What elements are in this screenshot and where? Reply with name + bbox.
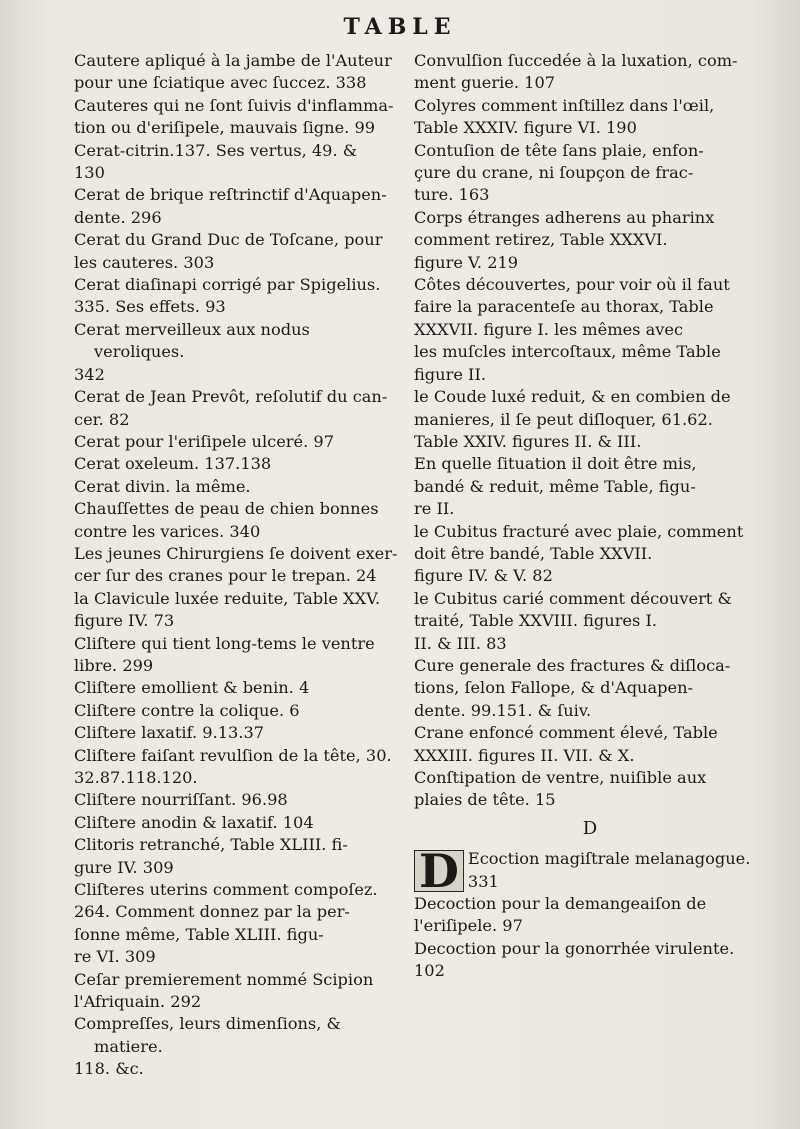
left-index-entry bbox=[74, 50, 404, 95]
right-column bbox=[414, 50, 766, 983]
right-entries bbox=[414, 50, 766, 812]
entry-line: l'eriſipele. 97 bbox=[414, 916, 523, 936]
entry-line: Cerat-citrin.137. Ses vertus, 49. & bbox=[74, 140, 358, 160]
entry-line: Conſtipation de ventre, nuiſible aux bbox=[414, 768, 707, 787]
entry-line: 130 bbox=[74, 163, 105, 183]
entry-line: Cerat oxeleum. 137.138 bbox=[74, 454, 272, 474]
entry-line: Cautere apliqué à la jambe de l'Auteur bbox=[74, 51, 392, 70]
section-d-entry bbox=[414, 893, 766, 938]
entry-line: re VI. 309 bbox=[74, 947, 156, 967]
left-index-entry bbox=[74, 677, 404, 699]
entry-line: Ecoction magiſtrale melanagogue. bbox=[467, 849, 751, 869]
section-d-entry bbox=[414, 844, 766, 899]
left-index-entry bbox=[74, 476, 404, 498]
entry-line: gure IV. 309 bbox=[74, 857, 174, 877]
entry-line: 264. Comment donnez par la per- bbox=[74, 902, 350, 922]
entry-line: 32.87.118.120. bbox=[74, 768, 198, 787]
left-index-entry bbox=[74, 789, 404, 811]
entry-line: manieres, il ſe peut diſloquer, 61.62. bbox=[414, 409, 713, 429]
entry-line: comment retirez, Table XXXVI. bbox=[414, 230, 668, 250]
entry-line: dente. 296 bbox=[74, 207, 162, 227]
entry-line: dente. 99.151. & ſuiv. bbox=[414, 700, 592, 720]
section-d-entry bbox=[414, 938, 766, 983]
entry-line: Convulſion ſuccedée à la luxation, com- bbox=[414, 51, 738, 70]
section-letter: D bbox=[582, 817, 598, 839]
left-index-entry bbox=[74, 543, 404, 588]
entry-line: traité, Table XXVIII. figures I. bbox=[414, 611, 658, 631]
left-index-entry bbox=[74, 834, 404, 879]
entry-line: Cerat pour l'eriſipele ulceré. 97 bbox=[74, 431, 335, 451]
entry-line: tions, ſelon Fallope, & d'Aquapen- bbox=[414, 678, 693, 698]
entry-line: Table XXXIV. figure VI. 190 bbox=[414, 118, 637, 138]
right-index-entry bbox=[414, 722, 766, 767]
left-index-entry bbox=[74, 229, 404, 274]
entry-line: Cliſtere laxatif. 9.13.37 bbox=[74, 723, 265, 743]
left-column bbox=[74, 50, 404, 1081]
drop-cap: D bbox=[414, 850, 464, 892]
entry-line: Clitoris retranché, Table XLIII. fi- bbox=[74, 835, 348, 855]
entry-line: Cliſtere emollient & benin. 4 bbox=[74, 678, 310, 698]
entry-line: re II. bbox=[414, 499, 455, 519]
left-index-entry bbox=[74, 969, 404, 1014]
entry-line: ture. 163 bbox=[414, 185, 490, 205]
section-d-entries bbox=[414, 844, 766, 982]
left-index-entry bbox=[74, 700, 404, 722]
entry-line: Ceſar premierement nommé Scipion bbox=[74, 969, 374, 989]
entry-line: Cerat diaſinapi corrigé par Spigelius. bbox=[74, 275, 381, 295]
left-index-entry bbox=[74, 588, 404, 633]
right-index-entry bbox=[414, 274, 766, 386]
left-index-entry bbox=[74, 633, 404, 678]
entry-line: Decoction pour la demangeaiſon de bbox=[414, 894, 707, 914]
entry-line: Cerat du Grand Duc de Toſcane, pour bbox=[74, 230, 383, 250]
left-index-entry bbox=[74, 184, 404, 229]
right-index-entry bbox=[414, 386, 766, 520]
entry-line: figure IV. 73 bbox=[74, 611, 175, 631]
entry-line: figure IV. & V. 82 bbox=[414, 566, 553, 586]
entry-line: contre les varices. 340 bbox=[74, 521, 261, 541]
entry-line: le Coude luxé reduit, & en combien de bbox=[414, 387, 731, 407]
left-index-entry bbox=[74, 95, 404, 140]
entry-line: Contuſion de tête ſans plaie, enfon- bbox=[414, 140, 704, 160]
entry-line: bandé & reduit, même Table, figu- bbox=[414, 476, 696, 496]
left-index-entry bbox=[74, 319, 404, 386]
entry-line: les muſcles intercoſtaux, même Table bbox=[414, 342, 721, 362]
entry-line: Colyres comment inſtillez dans l'œil, bbox=[414, 95, 715, 115]
entry-line: 118. &c. bbox=[74, 1059, 144, 1079]
entry-line: 331 bbox=[467, 871, 499, 891]
entry-line: libre. 299 bbox=[74, 655, 154, 675]
entry-line: Cerat divin. la même. bbox=[74, 476, 251, 496]
entry-line: 335. Ses effets. 93 bbox=[74, 297, 226, 317]
entry-line: Cliſtere faiſant revulſion de la tête, 30. bbox=[74, 745, 392, 765]
entry-line: le Cubitus fracturé avec plaie, comment bbox=[414, 521, 744, 541]
entry-line: les cauteres. 303 bbox=[74, 252, 215, 272]
entry-line: 102 bbox=[414, 961, 445, 981]
left-index-entry bbox=[74, 274, 404, 319]
entry-line: XXXIII. figures II. VII. & X. bbox=[414, 745, 635, 765]
entry-line: Cliſtere anodin & laxatif. 104 bbox=[74, 812, 314, 832]
left-index-entry bbox=[74, 812, 404, 834]
entry-line: Cliſtere qui tient long-tems le ventre bbox=[74, 633, 375, 653]
entry-line: Compreſſes, leurs dimenſions, & matiere. bbox=[74, 1014, 341, 1056]
right-index-entry bbox=[414, 655, 766, 722]
left-index-entry bbox=[74, 431, 404, 453]
entry-line: Cure generale des fractures & diſloca- bbox=[414, 655, 731, 675]
right-index-entry bbox=[414, 207, 766, 274]
entry-line: figure II. bbox=[414, 364, 486, 384]
entry-line: Cerat merveilleux aux nodus veroliques. bbox=[74, 319, 310, 362]
entry-line: Cliſtere nourriſſant. 96.98 bbox=[74, 790, 288, 810]
entry-line: 342 bbox=[74, 364, 105, 384]
left-index-entry bbox=[74, 453, 404, 475]
entry-line: II. & III. 83 bbox=[414, 633, 507, 653]
entry-line: la Clavicule luxée reduite, Table XXV. bbox=[74, 588, 381, 608]
entry-line: tion ou d'eriſipele, mauvais ſigne. 99 bbox=[74, 118, 376, 138]
entry-line: faire la paracenteſe au thorax, Table bbox=[414, 297, 714, 317]
left-index-entry bbox=[74, 498, 404, 543]
entry-line: Cliſteres uterins comment compoſez. bbox=[74, 880, 378, 900]
right-index-entry bbox=[414, 767, 766, 812]
right-index-entry bbox=[414, 140, 766, 207]
entry-line: Cliſtere contre la colique. 6 bbox=[74, 700, 300, 720]
entry-line: Cauteres qui ne ſont ſuivis d'inflamma- bbox=[74, 95, 394, 115]
right-index-entry bbox=[414, 521, 766, 588]
entry-line: Cerat de brique reſtrinctif d'Aquapen- bbox=[74, 185, 387, 205]
left-index-entry bbox=[74, 879, 404, 969]
entry-line: figure V. 219 bbox=[414, 252, 519, 272]
entry-line: ſonne même, Table XLIII. figu- bbox=[74, 924, 324, 944]
entry-line: l'Afriquain. 292 bbox=[74, 992, 202, 1012]
right-index-entry bbox=[414, 50, 766, 95]
entry-line: Côtes découvertes, pour voir où il faut bbox=[414, 275, 730, 295]
entry-line: cer. 82 bbox=[74, 409, 130, 429]
entry-line: XXXVII. figure I. les mêmes avec bbox=[414, 319, 684, 339]
entry-line: Les jeunes Chirurgiens ſe doivent exer- bbox=[74, 543, 398, 563]
entry-line: Crane enfoncé comment élevé, Table bbox=[414, 723, 718, 743]
left-index-entry bbox=[74, 140, 404, 185]
right-index-entry bbox=[414, 95, 766, 140]
entry-line: çure du crane, ni ſoupçon de frac- bbox=[414, 163, 694, 183]
right-index-entry bbox=[414, 588, 766, 655]
entry-line: En quelle ſituation il doit être mis, bbox=[414, 454, 697, 474]
entry-line: cer ſur des cranes pour le trepan. 24 bbox=[74, 566, 377, 586]
left-index-entry bbox=[74, 1013, 404, 1080]
left-index-entry bbox=[74, 386, 404, 431]
entry-line: pour une ſciatique avec ſuccez. 338 bbox=[74, 73, 367, 93]
entry-line: Corps étranges adherens au pharinx bbox=[414, 207, 715, 227]
entry-line: Cerat de Jean Prevôt, reſolutif du can- bbox=[74, 387, 388, 407]
left-index-entry bbox=[74, 745, 404, 790]
entry-line: Table XXIV. figures II. & III. bbox=[414, 431, 642, 451]
entry-line: le Cubitus carié comment découvert & bbox=[414, 588, 732, 608]
left-index-entry bbox=[74, 722, 404, 744]
page-header: TABLE bbox=[343, 14, 457, 40]
entry-line: Decoction pour la gonorrhée virulente. bbox=[414, 938, 735, 958]
entry-line: ment guerie. 107 bbox=[414, 73, 556, 93]
entry-line: plaies de tête. 15 bbox=[414, 790, 556, 810]
entry-line: doit être bandé, Table XXVII. bbox=[414, 543, 653, 563]
entry-line: Chauſſettes de peau de chien bonnes bbox=[74, 499, 379, 519]
